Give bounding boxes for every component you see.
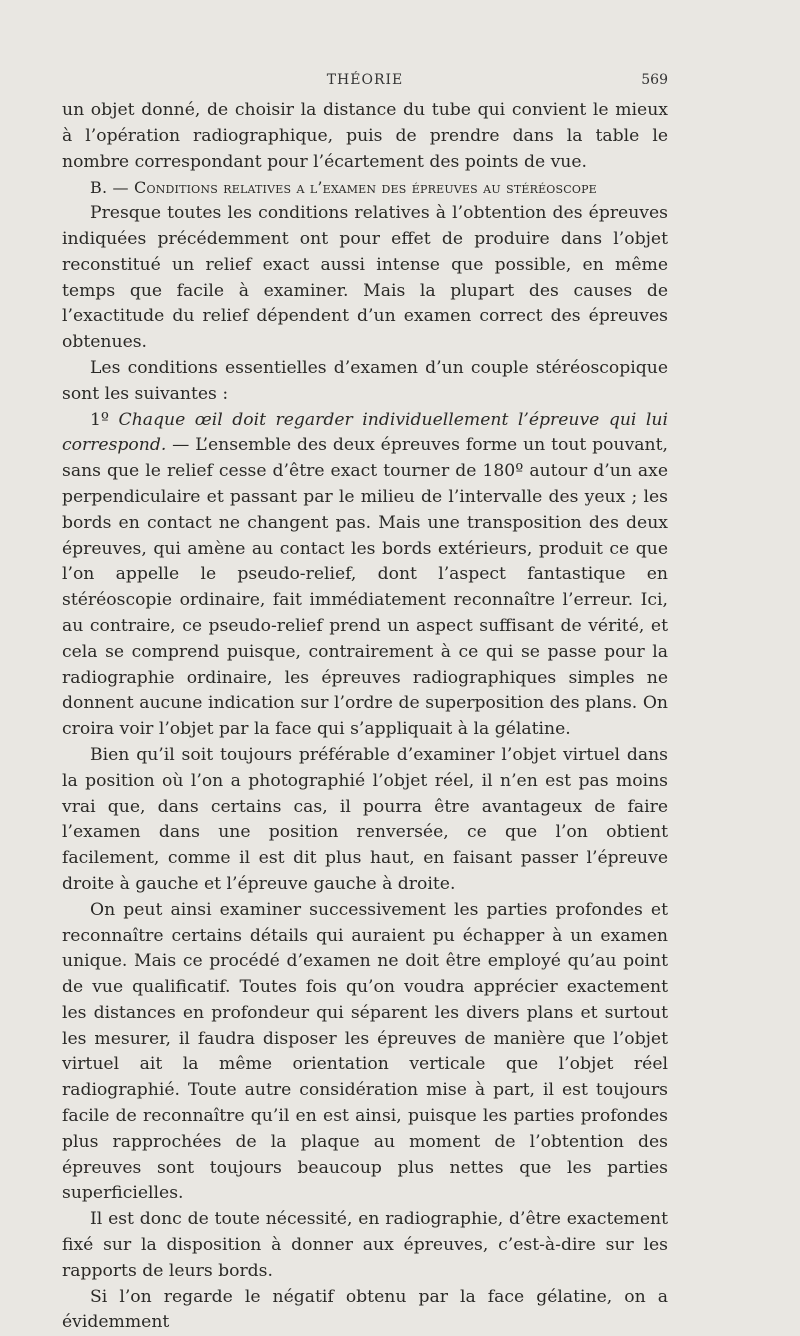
numbered-item bbox=[62, 408, 668, 743]
paragraph: Il est donc de toute nécessité, en radiographie, d’être exactement fixé sur la disposition à donner aux épreuves, c’est-à-dire sur les rapports de leurs bords. bbox=[62, 1209, 668, 1281]
running-title: THÉORIE bbox=[326, 72, 404, 88]
page-body bbox=[62, 98, 668, 1336]
item-text: — L’ensemble des deux épreuves forme un tout pouvant, sans que le relief cesse d’être exact tourner de 180º autour d’un axe perpendiculaire et passant par le milieu de l’intervalle des yeux ; les bords en contact ne changent pas. Mais une transposition des deux épreuves, qui amène au contact les bords extérieurs, produit ce que l’on appelle le pseudo-relief, dont l’aspect fantastique en stéréoscopie ordinaire, fait immédiatement reconnaître l’erreur. Ici, au contraire, ce pseudo-relief prend un aspect suffisant de vérité, et cela se comprend puisque, contrairement à ce qui se passe pour la radiographie ordinaire, les épreuves radiographiques simples ne donnent aucune indication sur l’ordre de superposition des plans. On croira voir l’objet par la face qui s’appliquait à la gélatine. bbox=[62, 435, 668, 740]
paragraph: Les conditions essentielles d’examen d’un couple stéréoscopique sont les suivantes : bbox=[62, 357, 668, 404]
paragraph: On peut ainsi examiner successivement les parties profondes et reconnaître certains détails qui auraient pu échapper à un examen unique. Mais ce procédé d’examen ne doit être employé qu’au point de vue qualificatif. Toutes fois qu’on voudra apprécier exactement les distances en profondeur qui séparent les divers plans et surtout les mesurer, il faudra disposer les épreuves de manière que l’objet virtuel ait la même orientation verticale que l’objet réel radiographié. Toute autre considération mise à part, il est toujours facile de reconnaître qu’il en est ainsi, puisque les parties profondes plus rapprochées de la plaque au moment de l’obtention des épreuves sont toujours beaucoup plus nettes que les parties superficielles. bbox=[62, 899, 668, 1204]
paragraph: Si l’on regarde le négatif obtenu par la face gélatine, on a évidemment bbox=[62, 1286, 668, 1333]
section-label: B. — bbox=[90, 178, 129, 198]
item-italic-lead: Chaque œil doit regarder individuellement l’épreuve qui lui correspond. bbox=[62, 409, 668, 456]
paragraph: Bien qu’il soit toujours préférable d’examiner l’objet virtuel dans la position où l’on a photographié l’objet réel, il n’en est pas moins vrai que, dans certains cas, il pourra être avantageux de faire l’examen dans une position renversée, ce que l’on obtient facilement, comme il est dit plus haut, en faisant passer l’épreuve droite à gauche et l’épreuve gauche à droite. bbox=[62, 744, 668, 894]
page-number: 569 bbox=[641, 72, 668, 88]
page-header bbox=[62, 72, 668, 94]
paragraph: un objet donné, de choisir la distance du tube qui convient le mieux à l’opération radiographique, puis de prendre dans la table le nombre correspondant pour l’écartement des points de vue. bbox=[62, 100, 668, 172]
section-title: Conditions relatives a l’examen des épreuves au stéréoscope bbox=[134, 178, 597, 198]
item-number: 1º bbox=[90, 409, 110, 430]
paragraph: Presque toutes les conditions relatives à l’obtention des épreuves indiquées précédemment ont pour effet de produire dans l’objet reconstitué un relief exact aussi intense que possible, en même temps que facile à examiner. Mais la plupart des causes de l’exactitude du relief dépendent d’un examen correct des épreuves obtenues. bbox=[62, 203, 668, 353]
section-heading bbox=[62, 175, 668, 201]
